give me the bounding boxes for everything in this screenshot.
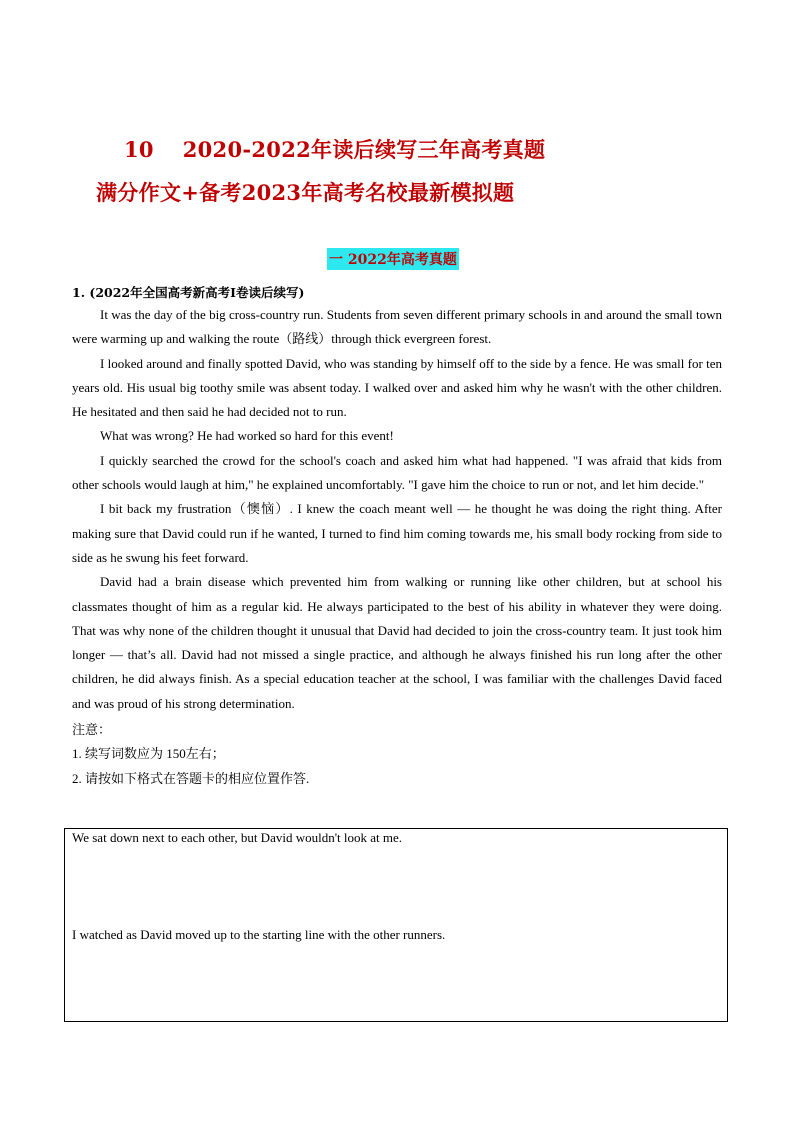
question-label: 1. (2022年全国高考新高考I卷读后续写) <box>72 285 305 300</box>
notes-section <box>72 718 722 791</box>
note-item: 1. 续写词数应为 150左右； <box>72 746 225 762</box>
answer-box-second-sentence: I watched as David moved up to the starting line with the other runners. <box>72 927 446 942</box>
passage-paragraph: It was the day of the big cross-country run. Students from seven different primary schools in and around the small town were warming up and walking the route（路线）through thick evergreen forest. <box>72 307 722 347</box>
answer-box-first-sentence: We sat down next to each other, but David wouldn't look at me. <box>72 830 403 845</box>
passage-paragraph: David had a brain disease which prevented him from walking or running like other children, but at school his classmates thought of him as a regular kid. He always participated to the best of his ability in whatever they were doing. That was why none of the children thought it unusual that David had decided to join the cross-country team. It just took him longer — that’s all. David had not missed a single practice, and although he always finished his run long after the other children, he did always finish. As a special education teacher at the school, I was familiar with the challenges David faced and was proud of his strong determination. <box>72 574 722 711</box>
passage-paragraph: What was wrong? He had worked so hard for this event! <box>100 428 394 444</box>
document-title-line-2: 满分作文+备考2023年高考名校最新模拟题 <box>96 180 515 205</box>
reading-passage <box>72 303 722 716</box>
note-item: 2. 请按如下格式在答题卡的相应位置作答. <box>72 770 310 786</box>
passage-paragraph: I bit back my frustration（懊恼）. I knew the coach meant well — he thought he was doing the right thing. After making sure that David could run if he wanted, I turned to find him coming towards me, his small body rocking from side to side as he swung his feet forward. <box>72 501 722 565</box>
section-heading <box>327 248 459 270</box>
passage-paragraph: I looked around and finally spotted David, who was standing by himself off to the side by a fence. He was small for ten years old. His usual big toothy smile was absent today. I walked over and asked him why he wasn't with the other children. He hesitated and then said he had decided not to run. <box>72 355 722 420</box>
passage-paragraph: I quickly searched the crowd for the school's coach and asked him what had happened. "I was afraid that kids from other schools would laugh at him," he explained uncomfortably. "I gave him the choice to run or not, and let him decide." <box>72 452 722 493</box>
document-title-line-1: 10 2020-2022年读后续写三年高考真题 <box>124 137 546 162</box>
notes-title: 注意： <box>72 722 112 737</box>
section-heading-text: 一 2022年高考真题 <box>327 248 459 270</box>
answer-box <box>64 828 728 1022</box>
